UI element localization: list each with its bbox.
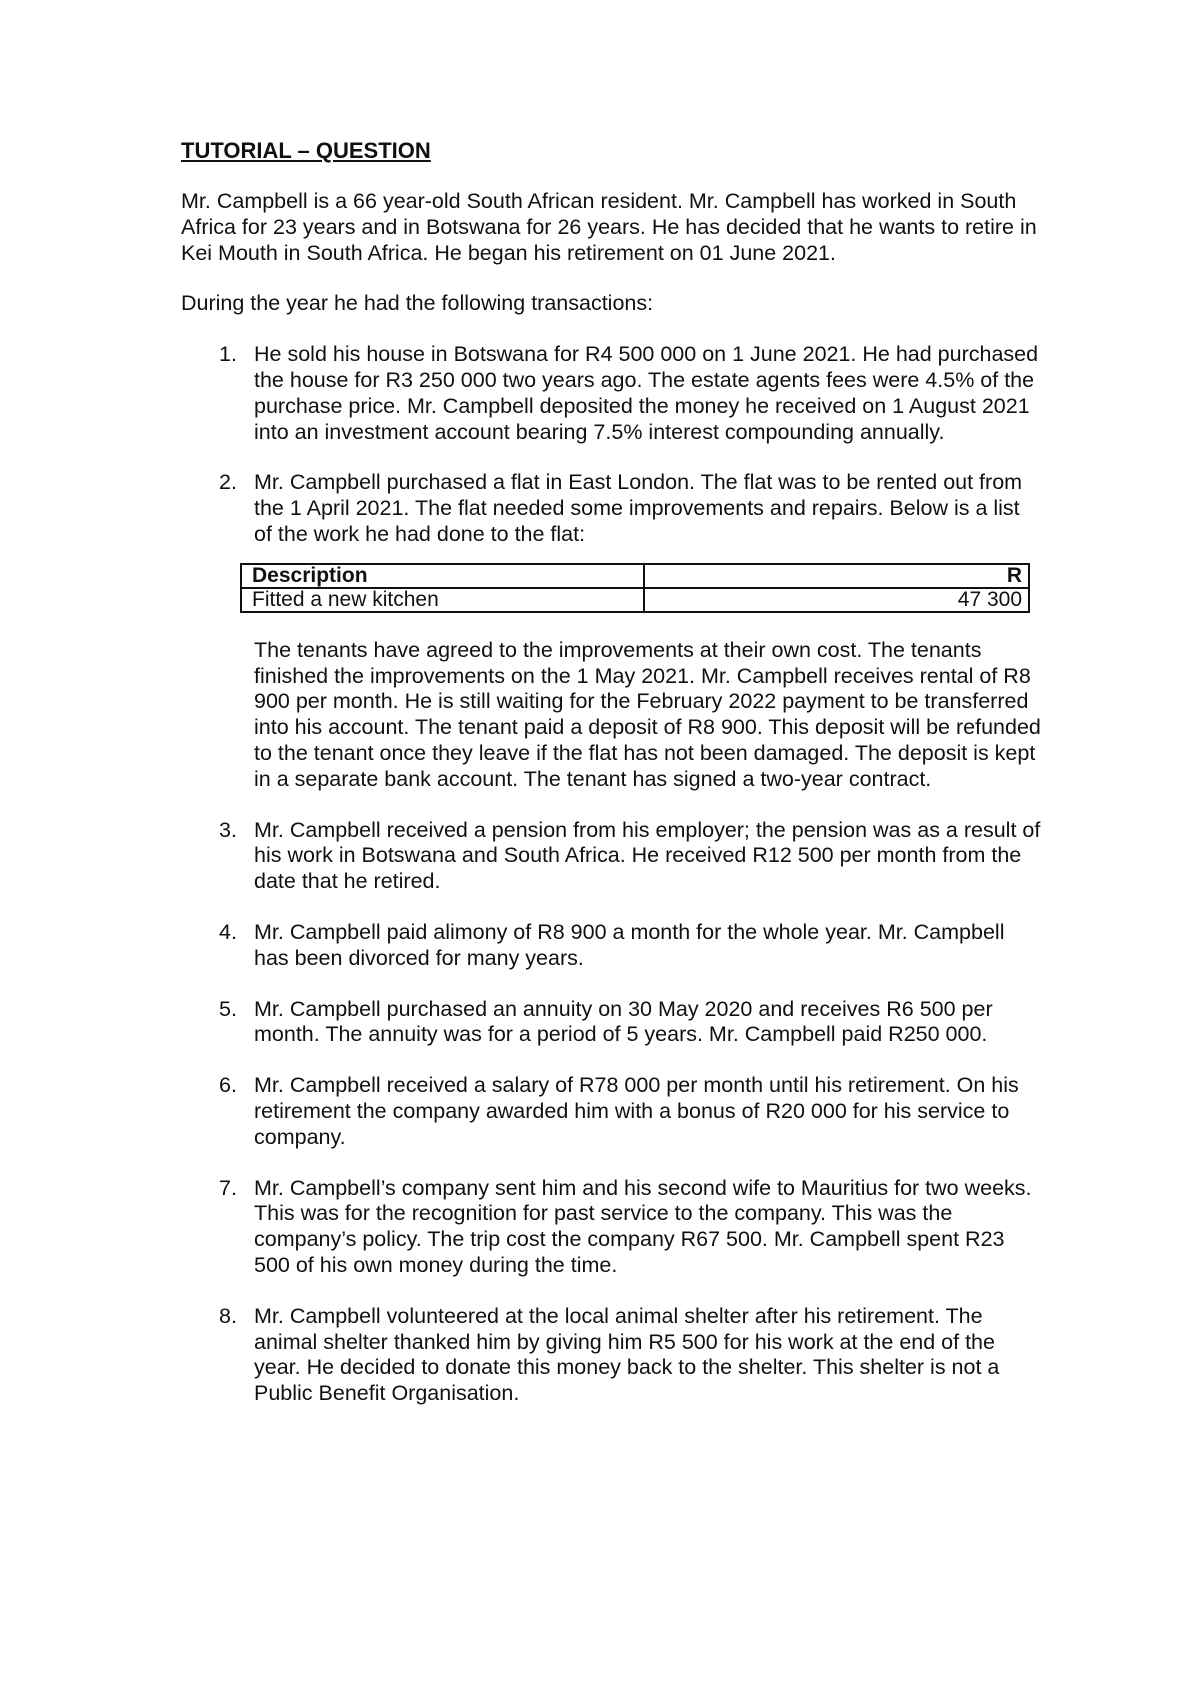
- list-item: [181, 1304, 1041, 1407]
- list-item: [181, 920, 1041, 972]
- list-item: [181, 818, 1041, 895]
- item-number: 3.: [219, 817, 237, 842]
- document-title: TUTORIAL – QUESTION: [181, 138, 431, 163]
- intro-paragraph: Mr. Campbell is a 66 year-old South African resident. Mr. Campbell has worked in South Africa for 23 years and in Botswana for 26 years. He has decided that he wants to retire in Kei Mouth in South Africa. He began his retirement on 01 June 2021.: [181, 189, 1037, 265]
- item-text: Mr. Campbell received a pension from his employer; the pension was as a result of his work in Botswana and South Africa. He received R12 500 per month from the date that he retired.: [254, 817, 1041, 894]
- item-number: 1.: [219, 342, 237, 367]
- list-item: [181, 1176, 1041, 1279]
- item-number: 5.: [219, 996, 237, 1021]
- item-followup-text: The tenants have agreed to the improvements at their own cost. The tenants finished the improvements on the 1 May 2021. Mr. Campbell receives rental of R8 900 per month. He is still waiting for the February 2022 payment to be transferred into his account. The tenant paid a deposit of R8 900. This deposit will be refunded to the tenant once they leave if the flat has not been damaged. The deposit is kept in a separate bank account. The tenant has signed a two-year contract.: [254, 637, 1041, 791]
- list-item: [181, 997, 1041, 1049]
- item-text: He sold his house in Botswana for R4 500 000 on 1 June 2021. He had purchased the house for R3 250 000 two years ago. The estate agents fees were 4.5% of the purchase price. Mr. Campbell deposited the money he received on 1 August 2021 into an investment account bearing 7.5% interest compounding annually.: [254, 342, 1039, 444]
- document-page: [181, 138, 1041, 1432]
- list-item: [181, 470, 1041, 792]
- item-number: 6.: [219, 1073, 237, 1098]
- item-number: 2.: [219, 470, 237, 495]
- item-text: Mr. Campbell received a salary of R78 000 per month until his retirement. On his retirement the company awarded him with a bonus of R20 000 for his service to company.: [254, 1073, 1019, 1149]
- item-text: Mr. Campbell purchased a flat in East London. The flat was to be rented out from the 1 April 2021. The flat needed some improvements and repairs. Below is a list of the work he had done to the flat:: [254, 470, 1023, 546]
- list-item: [181, 342, 1041, 445]
- item-text: Mr. Campbell paid alimony of R8 900 a month for the whole year. Mr. Campbell has been divorced for many years.: [254, 919, 1005, 970]
- item-text: Mr. Campbell’s company sent him and his second wife to Mauritius for two weeks. This was for the recognition for past service to the company. This was the company’s policy. The trip cost the company R67 500. Mr. Campbell spent R23 500 of his own money during the time.: [254, 1175, 1032, 1277]
- item-number: 7.: [219, 1175, 237, 1200]
- table-row: [241, 588, 1029, 612]
- list-item: [181, 1073, 1041, 1150]
- transactions-list: [181, 342, 1041, 1407]
- item-text: Mr. Campbell purchased an annuity on 30 May 2020 and receives R6 500 per month. The annuity was for a period of 5 years. Mr. Campbell paid R250 000.: [254, 996, 993, 1047]
- table-header-row: [241, 564, 1029, 588]
- table-cell-description: Fitted a new kitchen: [241, 588, 644, 612]
- work-table: [240, 563, 1030, 613]
- table-header-description: Description: [241, 564, 644, 588]
- item-text: Mr. Campbell volunteered at the local animal shelter after his retirement. The animal shelter thanked him by giving him R5 500 for his work at the end of the year. He decided to donate this money back to the shelter. This shelter is not a Public Benefit Organisation.: [254, 1303, 1000, 1406]
- item-number: 8.: [219, 1303, 237, 1328]
- table-header-amount: R: [644, 564, 1029, 588]
- transactions-lead: During the year he had the following transactions:: [181, 291, 654, 316]
- item-number: 4.: [219, 919, 237, 944]
- table-cell-amount: 47 300: [644, 588, 1029, 612]
